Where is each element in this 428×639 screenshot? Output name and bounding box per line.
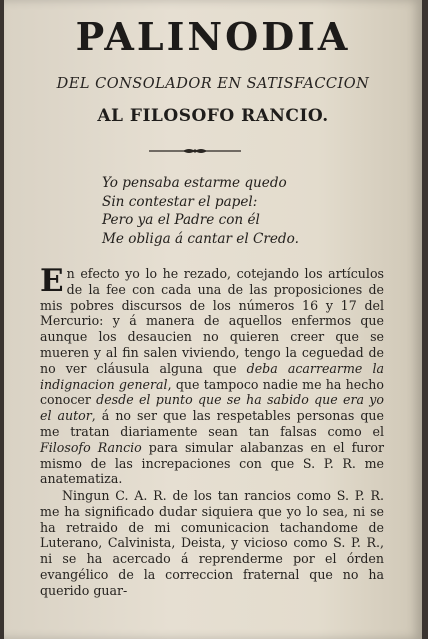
italic-phrase: deba acarrearme la indignacion general: [40, 360, 385, 392]
page-subtitle: DEL CONSOLADOR EN SATISFACCION: [56, 76, 370, 92]
paragraph-text: n efecto yo lo he rezado, cotejando los artículos de la fee con cada una de las proposiciones de mis pobres discursos de los números 16 y 17 del Mercurio: y á manera de aquellos enfermos que aunque los desaucien no quieren creer que se mueren y al fin salen viviendo, tengo la ceguedad de no ver cláusula alguna que: [40, 266, 384, 376]
paragraph-text: , que tampoco nadie me ha hecho conocer: [40, 376, 384, 408]
italic-phrase: Filosofo Rancio: [40, 439, 142, 455]
book-page: [4, 0, 422, 639]
verse-line: Pero ya el Padre con él: [102, 212, 260, 228]
page-subtitle-secondary: AL FILOSOFO RANCIO.: [97, 106, 329, 126]
epigraph-verse: [102, 174, 342, 248]
paragraph-text: , á no ser que las respetables personas que me tratan diariamente sean tan falsas como el: [40, 408, 384, 439]
verse-line: Yo pensaba estarme quedo: [102, 175, 287, 191]
body-paragraph-2: Ningun C. A. R. de los tan rancios como S. P. R. me ha significado dudar siquiera que yo lo sea, ni se ha retraido de mi comunicacion tachandome de Luterano, Calvinista, Deista, y vicioso como S. P. R., ni se ha acercado á reprenderme por el órden evangélico de la correccion fraternal que no ha querido guar-: [40, 488, 384, 598]
page-title: PALINODIA: [75, 14, 351, 59]
ornament-rule-icon: [149, 146, 241, 156]
drop-cap: E: [40, 263, 64, 299]
verse-line: Me obliga á cantar el Credo.: [102, 230, 299, 247]
paragraph-text: para simular alabanzas en el furor mismo de las increpaciones con que S. P. R. me anatematiza.: [40, 439, 384, 487]
verse-line: Sin contestar el papel:: [102, 193, 258, 210]
italic-phrase: desde el punto que se ha sabido que era yo el autor: [40, 392, 384, 424]
body-paragraph-1: [40, 263, 385, 487]
